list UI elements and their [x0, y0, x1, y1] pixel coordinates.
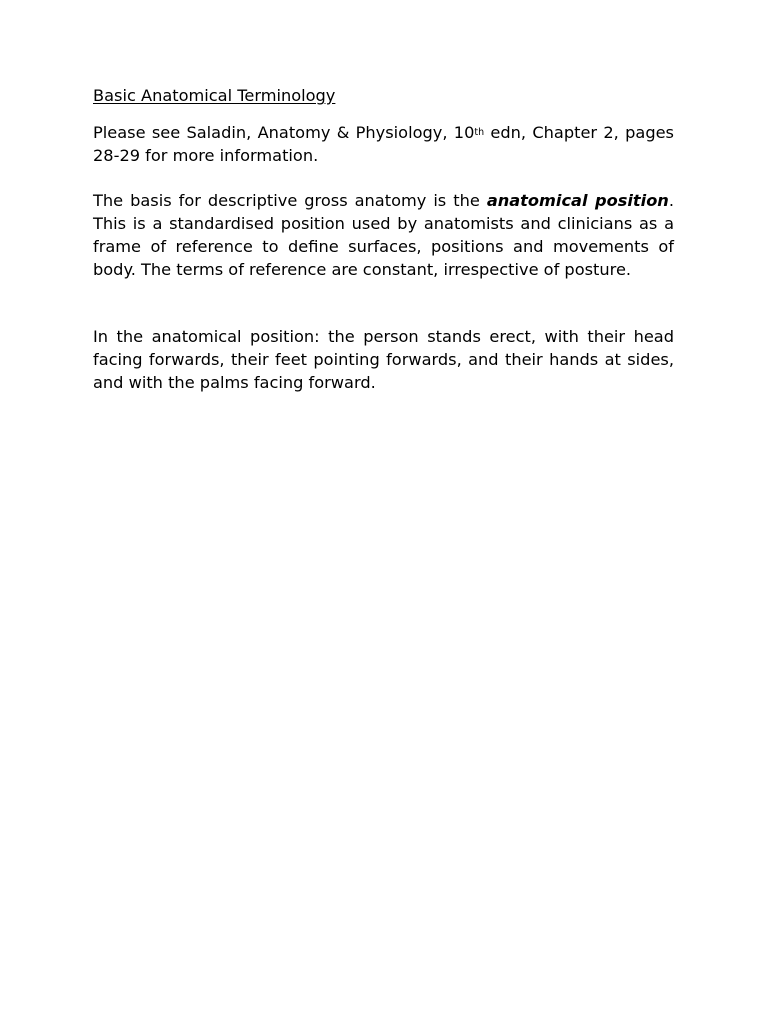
reference-text: Please see Saladin, Anatomy & Physiology, 10	[93, 123, 475, 142]
basis-intro-text: The basis for descriptive gross anatomy is the	[93, 191, 487, 210]
ordinal-superscript: th	[474, 127, 485, 138]
basis-paragraph	[93, 189, 674, 281]
reference-paragraph	[93, 121, 674, 167]
reference-text-continued: edn, Chapter 2, pages 28-29 for more information.	[93, 123, 674, 165]
document-page	[93, 84, 674, 394]
position-paragraph: In the anatomical position: the person stands erect, with their head facing forwards, their feet pointing forwards, and their hands at sides, and with the palms facing forward.	[93, 327, 674, 392]
basis-body-text: . This is a standardised position used by anatomists and clinicians as a frame of reference to define surfaces, positions and movements of body. The terms of reference are constant, irrespective of posture.	[93, 191, 674, 279]
emphasized-term: anatomical position	[486, 191, 669, 210]
document-title: Basic Anatomical Terminology	[93, 86, 336, 105]
